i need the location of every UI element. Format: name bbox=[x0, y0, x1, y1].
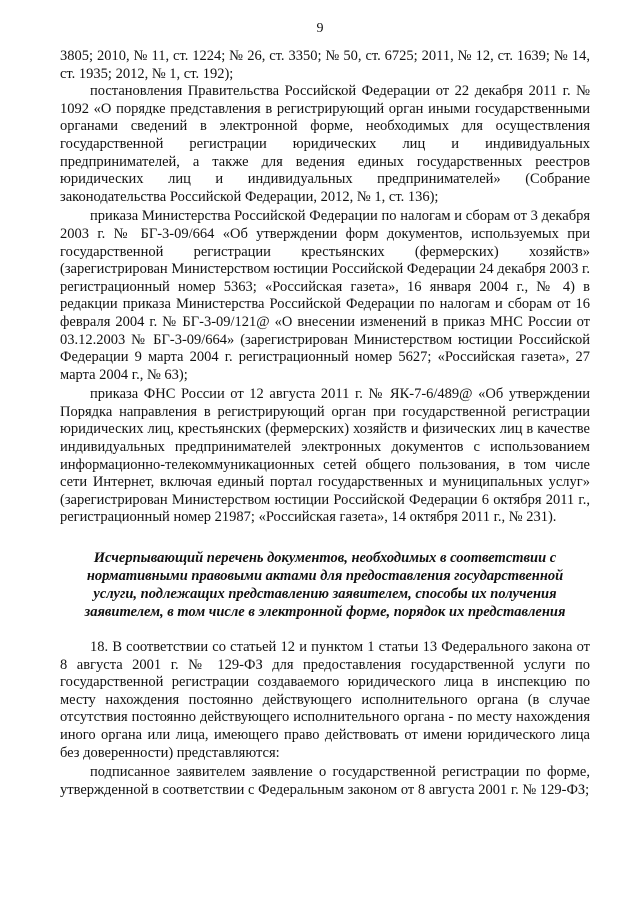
document-body bbox=[60, 48, 590, 799]
page-number: 9 bbox=[316, 21, 324, 36]
paragraph-application-form: подписанное заявителем заявление о государственной регистрации по форме, утвержденной в соответствии с Федеральным законом от 8 августа 2001 г. № 129-ФЗ; bbox=[60, 764, 590, 798]
paragraph-government-decree-1092: постановления Правительства Российской Федерации от 22 декабря 2011 г. № 1092 «О порядке представления в регистрирующий орган иными государственными органами сведений в электронной форме, необходимых для осуществления государственной регистрации юридических лиц и индивидуальных предпринимателей, а также для ведения единых государственных реестров юридических лиц и индивидуальных предпринимателей» (Собрание законодательства Российской Федерации, 2012, № 1, ст. 136); bbox=[60, 83, 590, 205]
paragraph-item-18: 18. В соответствии со статьей 12 и пунктом 1 статьи 13 Федерального закона от 8 августа 2001 г. № 129-ФЗ для предоставления государственной услуги по государственной регистрации создаваемого юридического лица в инспекцию по месту нахождения постоянно действующего исполнительного органа (в случае отсутствия постоянно действующего исполнительного органа - по месту нахождения иного органа или лица, имеющего право действовать от имени юридического лица без доверенности) представляются: bbox=[60, 639, 590, 761]
paragraph-order-yak-7-6-489: приказа ФНС России от 12 августа 2011 г. № ЯК-7-6/489@ «Об утверждении Порядка направления в регистрирующий орган при государственной регистрации юридических лиц, крестьянских (фермерских) хозяйств и физических лиц в качестве индивидуальных предпринимателей электронных документов с использованием информационно-телекоммуникационных сетей общего пользования, в том числе сети Интернет, включая единый портал государственных и муниципальных услуг» (зарегистрирован Министерством юстиции Российской Федерации 6 октября 2011 г., регистрационный номер 21987; «Российская газета», 14 октября 2011 г., № 231). bbox=[60, 386, 590, 526]
section-heading: Исчерпывающий перечень документов, необходимых в соответствии с нормативными правовыми актами для предоставления государственной услуги, подлежащих представлению заявителем, способы их получения заявителем, в том числе в электронной форме, порядок их представления bbox=[84, 550, 566, 621]
paragraph-order-bg-3-09-664: приказа Министерства Российской Федерации по налогам и сборам от 3 декабря 2003 г. № БГ-3-09/664 «Об утверждении форм документов, используемых при государственной регистрации крестьянских (фермерских) хозяйств» (зарегистрирован Министерством юстиции Российской Федерации 24 декабря 2003 г. регистрационный номер 5363; «Российская газета», 16 января 2004 г., № 4) в редакции приказа Министерства Российской Федерации по налогам и сборам от 16 февраля 2004 г. № БГ-3-09/121@ «О внесении изменений в приказ МНС России от 03.12.2003 № БГ-3-09/664» (зарегистрирован Министерством юстиции Российской Федерации 9 марта 2004 г. регистрационный номер 5627; «Российская газета», 27 марта 2004 г., № 63); bbox=[60, 208, 590, 383]
paragraph-citation-continuation: 3805; 2010, № 11, ст. 1224; № 26, ст. 3350; № 50, ст. 6725; 2011, № 12, ст. 1639; № 14, ст. 1935; 2012, № 1, ст. 192); bbox=[60, 48, 590, 82]
